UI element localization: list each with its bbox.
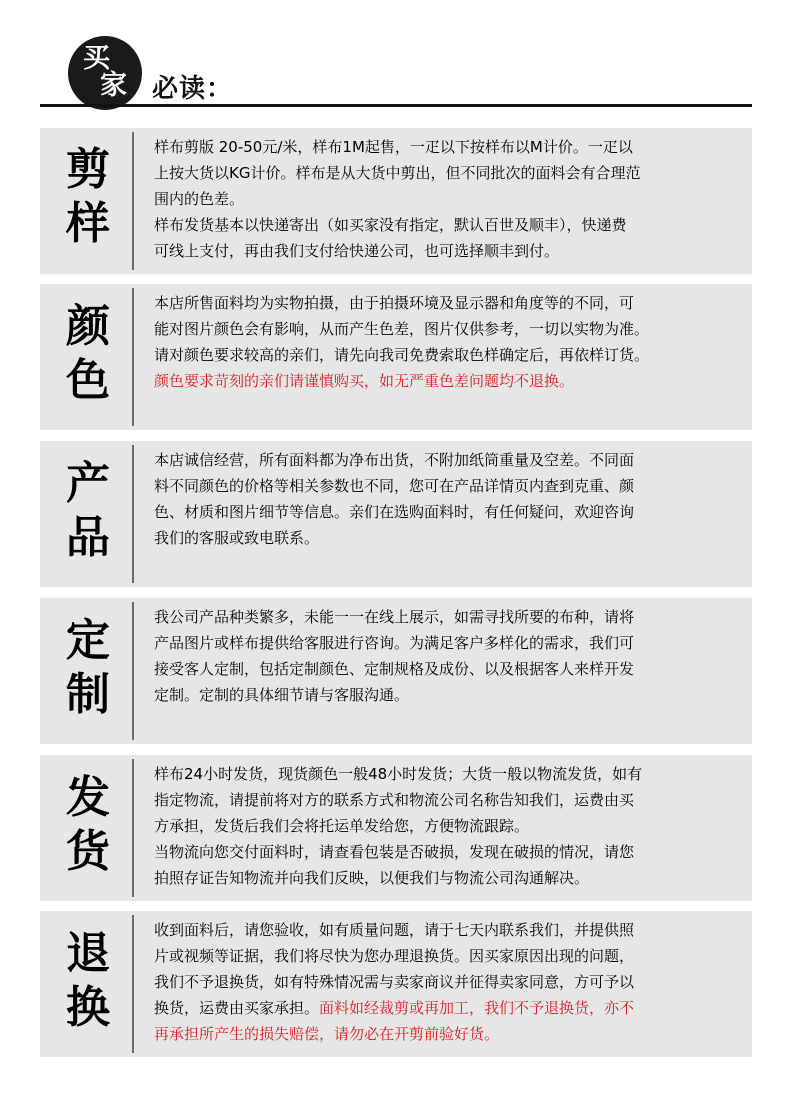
section-sample-cutting <box>40 128 752 274</box>
section-shipping <box>40 755 752 901</box>
section-body: 我公司产品种类繁多，未能一一在线上展示，如需寻找所要的布种，请将 产品图片或样布提供给客服进行咨询。为满足客户多样化的需求，我们可 接受客人定制，包括定制颜色、定制规格及成份、以及根据客人来样开发 定制。定制的具体细节请与客服沟通。 <box>154 608 635 704</box>
section-color <box>40 284 752 430</box>
section-title: 颜 色 <box>66 301 110 406</box>
section-divider <box>132 602 134 740</box>
section-divider <box>132 288 134 426</box>
section-text <box>154 917 724 1047</box>
section-body: 样布剪版 20-50元/米，样布1M起售，一疋以下按样布以M计价。一疋以 上按大货以KG计价。样布是从大货中剪出，但不同批次的面料会有合理范 围内的色差。 样布发货基本以快递寄出（如买家没有指定，默认百世及顺丰），快递费 可线上支付，再由我们支付给快递公司，也可选择顺丰到付。 <box>154 138 641 260</box>
page-title: 必读： <box>152 74 234 104</box>
badge-char-2: 家 <box>100 70 127 101</box>
section-divider <box>132 132 134 270</box>
section-product <box>40 441 752 587</box>
section-title: 产 品 <box>66 458 110 563</box>
section-title: 发 货 <box>66 772 110 877</box>
section-body: 收到面料后，请您验收，如有质量问题，请于七天内联系我们，并提供照 片或视频等证据，我们将尽快为您办理退换货。因买家原因出现的问题， 我们不予退换货，如有特殊情况需与卖家商议并征得卖家同意，方可予以 换货，运费由买家承担。 <box>154 921 635 1017</box>
buyer-badge <box>68 36 142 110</box>
section-title: 剪 样 <box>66 144 110 249</box>
section-body: 本店诚信经营，所有面料都为净布出货，不附加纸筒重量及空差。不同面 料不同颜色的价格等相关参数也不同，您可在产品详情页内查到克重、颜 色、材质和图片细节等信息。亲们在选购面料时，有任何疑问，欢迎咨询 我们的客服或致电联系。 <box>154 451 635 547</box>
section-body: 本店所售面料均为实物拍摄，由于拍摄环境及显示器和角度等的不同，可 能对图片颜色会有影响，从而产生色差，图片仅供参考，一切以实物为准。 请对颜色要求较高的亲们，请先向我司免费索取色样确定后，再依样订货。 <box>154 294 650 364</box>
section-body: 样布24小时发货，现货颜色一般48小时发货；大货一般以物流发货，如有 指定物流，请提前将对方的联系方式和物流公司名称告知我们，运费由买 方承担，发货后我们会将托运单发给您，方便物流跟踪。 当物流向您交付面料时，请查看包装是否破损，发现在破损的情况，请您 拍照存证告知物流并向我们反映，以便我们与物流公司沟通解决。 <box>154 765 643 887</box>
section-title: 定 制 <box>66 615 110 720</box>
header <box>0 0 790 115</box>
section-text <box>154 134 724 264</box>
section-customization <box>40 598 752 744</box>
badge-char-1: 买 <box>83 43 110 74</box>
section-divider <box>132 915 134 1053</box>
section-text <box>154 447 724 551</box>
header-divider <box>40 104 752 107</box>
section-text <box>154 761 724 891</box>
section-returns <box>40 911 752 1057</box>
section-warning: 面料如经裁剪或再加工，我们不予退换货，亦不 再承担所产生的损失赔偿，请勿必在开剪前验好货。 <box>154 999 635 1043</box>
section-divider <box>132 759 134 897</box>
section-text <box>154 290 724 394</box>
section-divider <box>132 445 134 583</box>
section-title: 退 换 <box>66 928 110 1033</box>
section-text <box>154 604 724 708</box>
section-warning: 颜色要求苛刻的亲们请谨慎购买，如无严重色差问题均不退换。 <box>154 372 575 390</box>
